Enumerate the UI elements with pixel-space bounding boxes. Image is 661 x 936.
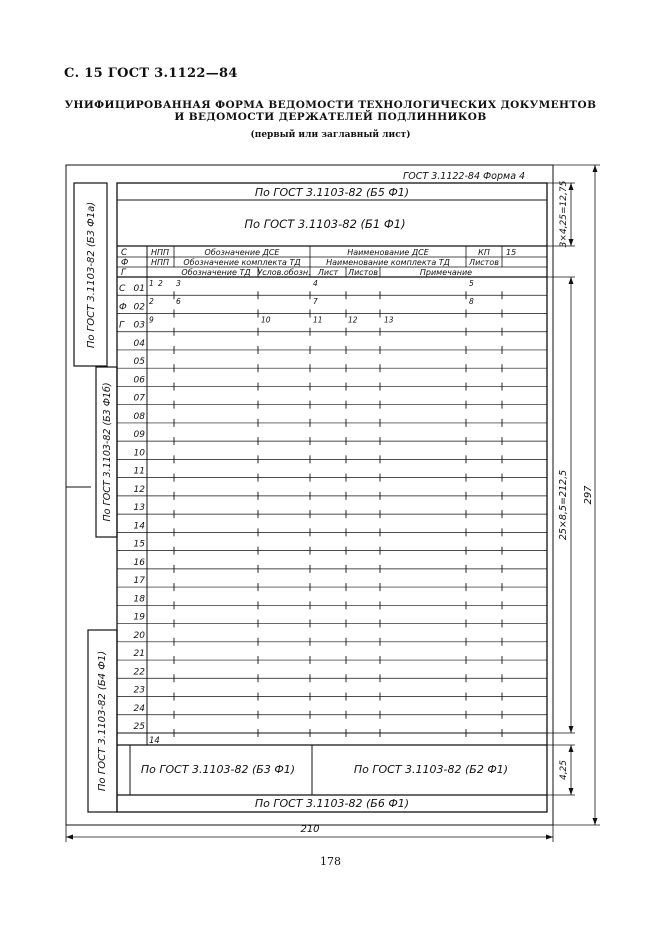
- row01-mark-1: 1: [149, 279, 154, 288]
- head-c-4: КП: [478, 248, 490, 257]
- head-f-2: Обозначение комплекта ТД: [183, 258, 301, 267]
- row-prefix-1: С: [119, 284, 126, 295]
- page-header: С. 15 ГОСТ 3.1122—84: [64, 66, 238, 81]
- row01-mark-3: 3: [176, 279, 181, 288]
- row-number-19: 19: [133, 612, 145, 623]
- row03-mark-5: 13: [384, 315, 394, 325]
- bottom-mark: 14: [149, 736, 160, 746]
- head-c-2: Обозначение ДСЕ: [204, 248, 280, 257]
- page-number: 178: [320, 855, 341, 868]
- row-number-01: 01: [133, 284, 145, 295]
- row-number-22: 22: [133, 667, 145, 678]
- form-title-line2: И ВЕДОМОСТИ ДЕРЖАТЕЛЕЙ ПОДЛИННИКОВ: [174, 111, 487, 123]
- row-number-05: 05: [133, 357, 145, 368]
- row03-mark-1: 9: [149, 315, 154, 325]
- block-b5f1: По ГОСТ 3.1103-82 (Б5 Ф1): [254, 186, 410, 199]
- head-g-2: Услов.обозн.: [257, 268, 311, 277]
- left-label-b3f1b: По ГОСТ 3.1103-82 (Б3 Ф1б): [102, 382, 113, 522]
- head-c-1: НПП: [150, 248, 170, 257]
- row-number-07: 07: [133, 393, 145, 404]
- row01-mark-4: 4: [313, 279, 318, 288]
- row01-mark-2: 2: [158, 279, 163, 288]
- row-number-21: 21: [133, 649, 145, 660]
- head-f-1: НПП: [150, 258, 170, 267]
- dim-height: 297: [583, 485, 594, 505]
- row02-mark-1: 2: [149, 297, 154, 307]
- head-letter-3: Г: [121, 268, 126, 278]
- form-title-line1: УНИФИЦИРОВАННАЯ ФОРМА ВЕДОМОСТИ ТЕХНОЛОГИЧЕСКИХ ДОКУМЕНТОВ: [64, 99, 597, 111]
- row-number-06: 06: [133, 375, 145, 386]
- block-b3f1: По ГОСТ 3.1103-82 (Б3 Ф1): [140, 763, 296, 776]
- head-g-5: Примечание: [419, 268, 473, 277]
- head-letter-2: Ф: [121, 258, 129, 268]
- row-number-17: 17: [133, 576, 145, 587]
- row-number-08: 08: [133, 411, 145, 422]
- row-number-15: 15: [133, 539, 145, 550]
- row-number-13: 13: [133, 503, 145, 514]
- dim-width: 210: [300, 824, 320, 835]
- row-number-12: 12: [133, 484, 145, 495]
- block-b6f1: По ГОСТ 3.1103-82 (Б6 Ф1): [254, 797, 410, 810]
- row-number-25: 25: [133, 722, 145, 732]
- row02-mark-4: 8: [469, 297, 474, 307]
- left-label-b4f1: По ГОСТ 3.1103-82 (Б4 Ф1): [97, 650, 108, 792]
- head-c-3: Наименование ДСЕ: [347, 248, 429, 257]
- row01-mark-5: 5: [469, 279, 474, 288]
- row02-mark-2: 6: [176, 297, 181, 307]
- row-number-03: 03: [133, 320, 145, 331]
- dim-bottom: 4,25: [559, 759, 569, 781]
- row-number-09: 09: [133, 430, 145, 441]
- row-number-18: 18: [133, 594, 145, 605]
- row-number-24: 24: [133, 703, 145, 714]
- head-g-4: Листов: [348, 268, 378, 277]
- head-g-1: Обозначение ТД: [181, 268, 251, 277]
- dim-top: 3×4,25=12,75: [559, 180, 569, 248]
- row-number-04: 04: [133, 338, 145, 349]
- dim-middle: 25×8,5=212,5: [558, 469, 569, 541]
- row-number-23: 23: [133, 685, 145, 696]
- row-number-02: 02: [133, 302, 145, 313]
- head-g-3: Лист: [317, 268, 339, 277]
- row-prefix-3: Г: [119, 320, 125, 331]
- left-label-b3f1a: По ГОСТ 3.1103-82 (Б3 Ф1а): [86, 201, 97, 349]
- row-number-14: 14: [133, 521, 145, 532]
- block-b2f1: По ГОСТ 3.1103-82 (Б2 Ф1): [353, 763, 509, 776]
- row-number-20: 20: [133, 630, 145, 641]
- form-corner-label: ГОСТ 3.1122-84 Форма 4: [403, 171, 526, 182]
- block-b1f1: По ГОСТ 3.1103-82 (Б1 Ф1): [244, 217, 406, 231]
- row03-mark-2: 10: [261, 315, 271, 325]
- form-subtitle: (первый или заглавный лист): [250, 130, 411, 140]
- row-number-10: 10: [133, 448, 145, 459]
- head-f-3: Наименование комплекта ТД: [326, 258, 450, 267]
- head-letter-1: С: [121, 248, 127, 258]
- head-f-4: Листов: [469, 258, 499, 267]
- row-prefix-2: Ф: [119, 302, 127, 313]
- row-number-16: 16: [133, 557, 145, 568]
- row03-mark-3: 11: [313, 315, 323, 325]
- head-c-5: 15: [506, 248, 517, 257]
- row-number-11: 11: [133, 466, 145, 477]
- row02-mark-3: 7: [313, 297, 318, 307]
- row03-mark-4: 12: [348, 315, 358, 325]
